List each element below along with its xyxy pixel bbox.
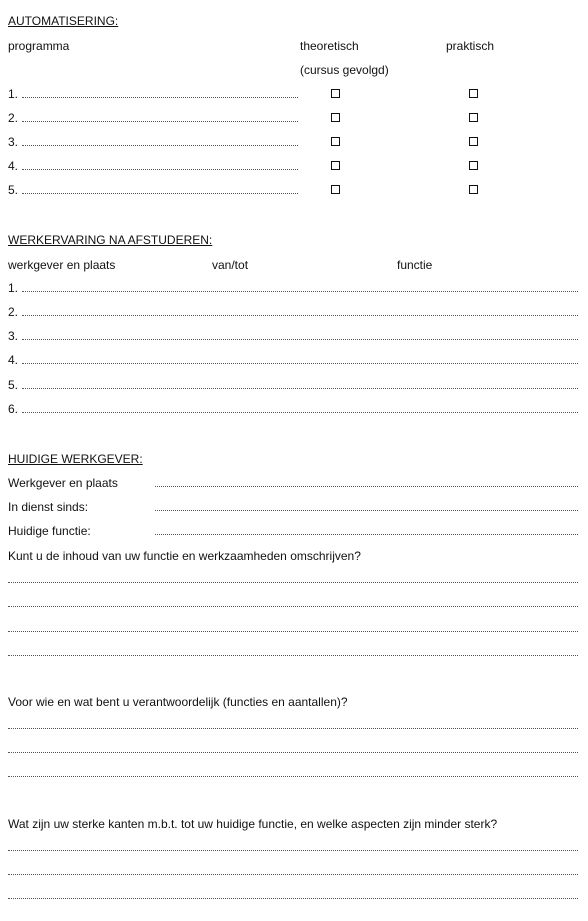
answer-line[interactable] (8, 898, 578, 899)
experience-line-2[interactable] (22, 315, 578, 316)
column-header-programma: programma (8, 39, 70, 53)
answer-line[interactable] (8, 850, 578, 851)
row-number: 5. (8, 183, 19, 197)
theoretical-checkbox-5[interactable] (331, 185, 340, 194)
program-line-3[interactable] (22, 145, 298, 146)
column-subheader-cursus-gevolgd: (cursus gevolgd) (300, 63, 389, 77)
experience-line-5[interactable] (22, 388, 578, 389)
practical-checkbox-5[interactable] (469, 185, 478, 194)
answer-line[interactable] (8, 631, 578, 632)
theoretical-checkbox-1[interactable] (331, 89, 340, 98)
since-label: In dienst sinds: (8, 500, 89, 514)
column-header-praktisch: praktisch (446, 39, 495, 53)
row-number: 3. (8, 135, 19, 149)
question-responsibility: Voor wie en wat bent u verantwoordelijk (functies en aantallen)? (8, 695, 348, 709)
row-number: 2. (8, 305, 19, 319)
row-number: 4. (8, 159, 19, 173)
practical-checkbox-3[interactable] (469, 137, 478, 146)
question-strengths: Wat zijn uw sterke kanten m.b.t. tot uw huidige functie, en welke aspecten zijn minder sterk? (8, 817, 498, 831)
program-line-2[interactable] (22, 121, 298, 122)
section-heading-huidige-werkgever: HUIDIGE WERKGEVER: (8, 452, 143, 466)
column-header-van-tot: van/tot (212, 258, 249, 272)
question-function-description: Kunt u de inhoud van uw functie en werkzaamheden omschrijven? (8, 549, 361, 563)
answer-line[interactable] (8, 582, 578, 583)
answer-line[interactable] (8, 752, 578, 753)
row-number: 1. (8, 87, 19, 101)
program-line-5[interactable] (22, 193, 298, 194)
theoretical-checkbox-2[interactable] (331, 113, 340, 122)
answer-line[interactable] (8, 655, 578, 656)
row-number: 2. (8, 111, 19, 125)
practical-checkbox-2[interactable] (469, 113, 478, 122)
experience-line-3[interactable] (22, 339, 578, 340)
experience-line-6[interactable] (22, 412, 578, 413)
employer-label: Werkgever en plaats (8, 476, 118, 490)
row-number: 4. (8, 353, 19, 367)
row-number: 1. (8, 281, 19, 295)
employer-line[interactable] (155, 486, 578, 487)
theoretical-checkbox-4[interactable] (331, 161, 340, 170)
column-header-functie: functie (397, 258, 433, 272)
section-heading-werkervaring: WERKERVARING NA AFSTUDEREN: (8, 233, 213, 247)
section-heading-automatisering: AUTOMATISERING: (8, 14, 119, 28)
function-label: Huidige functie: (8, 524, 91, 538)
theoretical-checkbox-3[interactable] (331, 137, 340, 146)
answer-line[interactable] (8, 606, 578, 607)
program-line-4[interactable] (22, 169, 298, 170)
experience-line-1[interactable] (22, 291, 578, 292)
column-header-werkgever: werkgever en plaats (8, 258, 116, 272)
practical-checkbox-4[interactable] (469, 161, 478, 170)
answer-line[interactable] (8, 776, 578, 777)
row-number: 6. (8, 402, 19, 416)
column-header-theoretisch: theoretisch (300, 39, 359, 53)
since-line[interactable] (155, 510, 578, 511)
answer-line[interactable] (8, 874, 578, 875)
experience-line-4[interactable] (22, 363, 578, 364)
row-number: 3. (8, 329, 19, 343)
function-line[interactable] (155, 534, 578, 535)
practical-checkbox-1[interactable] (469, 89, 478, 98)
row-number: 5. (8, 378, 19, 392)
program-line-1[interactable] (22, 97, 298, 98)
answer-line[interactable] (8, 728, 578, 729)
